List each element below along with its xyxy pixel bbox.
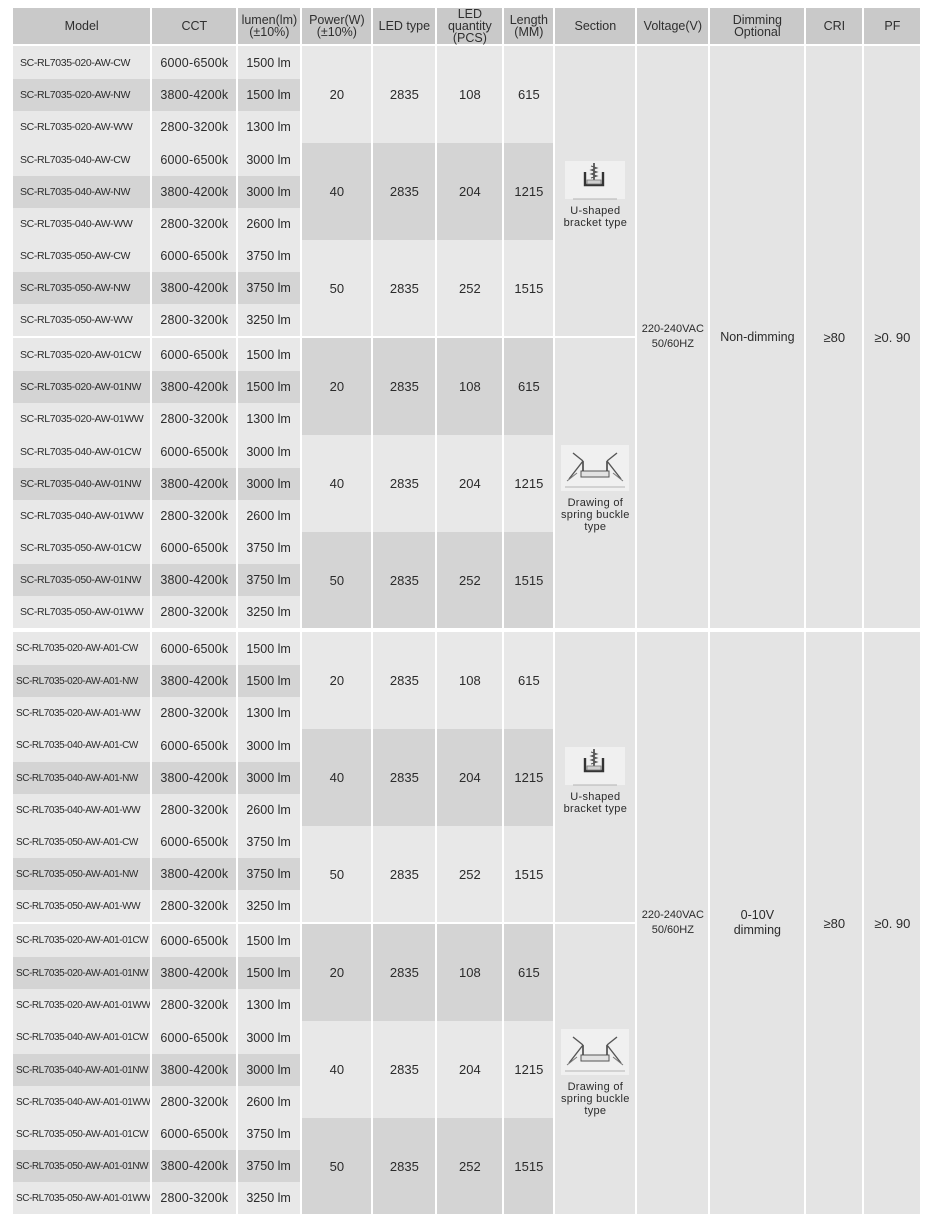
lumen-cell: 1500 lm	[238, 338, 300, 371]
lumen-cell: 1300 lm	[238, 111, 300, 143]
header-cct: CCT	[152, 8, 236, 46]
u-bracket-drawing	[563, 159, 627, 201]
cct-cell: 3800-4200k	[152, 468, 236, 500]
model-cell: SC-RL7035-050-AW-A01-01WW	[13, 1182, 150, 1214]
section-caption: type	[584, 521, 607, 533]
section-caption: U-shaped	[570, 791, 621, 803]
section-caption: spring buckle	[561, 509, 630, 521]
led-quantity-cell: 204	[437, 435, 502, 532]
table-row	[13, 46, 920, 79]
power-cell: 20	[302, 46, 371, 143]
led-type-cell: 2835	[373, 1118, 435, 1214]
cct-cell: 2800-3200k	[152, 596, 236, 628]
led-type-cell: 2835	[373, 338, 435, 435]
cct-cell: 3800-4200k	[152, 272, 236, 304]
cct-cell: 2800-3200k	[152, 111, 236, 143]
header-led-quantity: LED quantity (PCS)	[437, 8, 502, 46]
lumen-cell: 3000 lm	[238, 1054, 300, 1086]
model-cell: SC-RL7035-020-AW-A01-NW	[13, 665, 150, 697]
lumen-cell: 2600 lm	[238, 500, 300, 532]
model-cell: SC-RL7035-020-AW-A01-CW	[13, 632, 150, 665]
voltage-line: 220-240VAC	[641, 323, 704, 335]
model-cell: SC-RL7035-040-AW-A01-WW	[13, 794, 150, 826]
model-cell: SC-RL7035-040-AW-01WW	[13, 500, 150, 532]
lumen-cell: 3750 lm	[238, 240, 300, 272]
led-quantity-cell: 252	[437, 826, 502, 922]
cct-cell: 3800-4200k	[152, 371, 236, 403]
cct-cell: 6000-6500k	[152, 532, 236, 564]
length-cell: 615	[504, 46, 553, 143]
length-cell: 1515	[504, 1118, 553, 1214]
section-cell	[555, 632, 635, 922]
cct-cell: 2800-3200k	[152, 1182, 236, 1214]
header-cri: CRI	[806, 8, 862, 46]
model-cell: SC-RL7035-040-AW-WW	[13, 208, 150, 240]
led-type-cell: 2835	[373, 435, 435, 532]
lumen-cell: 2600 lm	[238, 208, 300, 240]
cct-cell: 2800-3200k	[152, 500, 236, 532]
lumen-cell: 3000 lm	[238, 143, 300, 176]
lumen-cell: 3750 lm	[238, 1150, 300, 1182]
model-cell: SC-RL7035-020-AW-WW	[13, 111, 150, 143]
cct-cell: 6000-6500k	[152, 338, 236, 371]
header-model: Model	[13, 8, 150, 46]
model-cell: SC-RL7035-050-AW-CW	[13, 240, 150, 272]
section-caption: bracket type	[563, 803, 628, 815]
header-section: Section	[555, 8, 635, 46]
model-cell: SC-RL7035-040-AW-A01-NW	[13, 762, 150, 794]
header-length: Length (MM)	[504, 8, 553, 46]
model-cell: SC-RL7035-040-AW-A01-CW	[13, 729, 150, 762]
lumen-cell: 3000 lm	[238, 762, 300, 794]
led-type-cell: 2835	[373, 826, 435, 922]
model-cell: SC-RL7035-020-AW-A01-01CW	[13, 924, 150, 957]
cct-cell: 3800-4200k	[152, 957, 236, 989]
section-caption: type	[584, 1105, 607, 1117]
section-caption: spring buckle	[561, 1093, 630, 1105]
model-cell: SC-RL7035-050-AW-A01-CW	[13, 826, 150, 858]
cct-cell: 6000-6500k	[152, 435, 236, 468]
length-cell: 1515	[504, 532, 553, 628]
led-type-cell: 2835	[373, 143, 435, 240]
section-cell	[555, 46, 635, 336]
power-cell: 50	[302, 532, 371, 628]
lumen-cell: 3750 lm	[238, 564, 300, 596]
cct-cell: 2800-3200k	[152, 403, 236, 435]
spring-buckle-drawing	[559, 443, 631, 493]
length-cell: 1215	[504, 1021, 553, 1118]
length-cell: 1215	[504, 435, 553, 532]
length-cell: 1515	[504, 240, 553, 336]
frequency-line: 50/60HZ	[651, 924, 694, 936]
spec-table	[11, 8, 922, 1214]
power-cell: 40	[302, 1021, 371, 1118]
model-cell: SC-RL7035-050-AW-A01-WW	[13, 890, 150, 922]
lumen-cell: 2600 lm	[238, 794, 300, 826]
model-cell: SC-RL7035-020-AW-01CW	[13, 338, 150, 371]
section-caption: bracket type	[563, 217, 628, 229]
lumen-cell: 3250 lm	[238, 890, 300, 922]
model-cell: SC-RL7035-040-AW-NW	[13, 176, 150, 208]
lumen-cell: 1500 lm	[238, 665, 300, 697]
pf-cell: ≥0. 90	[864, 46, 920, 628]
lumen-cell: 1300 lm	[238, 989, 300, 1021]
cct-cell: 6000-6500k	[152, 143, 236, 176]
cct-cell: 6000-6500k	[152, 46, 236, 79]
lumen-cell: 2600 lm	[238, 1086, 300, 1118]
lumen-cell: 3750 lm	[238, 532, 300, 564]
lumen-cell: 3750 lm	[238, 858, 300, 890]
model-cell: SC-RL7035-020-AW-A01-WW	[13, 697, 150, 729]
power-cell: 40	[302, 729, 371, 826]
length-cell: 1215	[504, 143, 553, 240]
led-quantity-cell: 252	[437, 532, 502, 628]
power-cell: 50	[302, 826, 371, 922]
dimming-line: Non-dimming	[720, 329, 795, 344]
power-cell: 50	[302, 1118, 371, 1214]
model-cell: SC-RL7035-040-AW-A01-01WW	[13, 1086, 150, 1118]
cct-cell: 3800-4200k	[152, 665, 236, 697]
power-cell: 50	[302, 240, 371, 336]
cri-cell: ≥80	[806, 632, 862, 1214]
lumen-cell: 3750 lm	[238, 1118, 300, 1150]
led-type-cell: 2835	[373, 729, 435, 826]
model-cell: SC-RL7035-050-AW-01NW	[13, 564, 150, 596]
section-caption: Drawing of	[567, 1081, 624, 1093]
voltage-cell	[637, 46, 708, 628]
led-type-cell: 2835	[373, 924, 435, 1021]
dimming-line: 0-10V	[740, 908, 775, 922]
header-dimming: Dimming Optional	[710, 8, 804, 46]
lumen-cell: 1500 lm	[238, 924, 300, 957]
led-type-cell: 2835	[373, 1021, 435, 1118]
model-cell: SC-RL7035-020-AW-A01-01WW	[13, 989, 150, 1021]
lumen-cell: 1500 lm	[238, 79, 300, 111]
model-cell: SC-RL7035-040-AW-01NW	[13, 468, 150, 500]
lumen-cell: 1500 lm	[238, 957, 300, 989]
cct-cell: 6000-6500k	[152, 924, 236, 957]
led-quantity-cell: 204	[437, 729, 502, 826]
frequency-line: 50/60HZ	[651, 338, 694, 350]
lumen-cell: 3000 lm	[238, 468, 300, 500]
lumen-cell: 3250 lm	[238, 596, 300, 628]
lumen-cell: 1500 lm	[238, 371, 300, 403]
model-cell: SC-RL7035-040-AW-A01-01NW	[13, 1054, 150, 1086]
header-pf: PF	[864, 8, 920, 46]
pf-cell: ≥0. 90	[864, 632, 920, 1214]
model-cell: SC-RL7035-050-AW-A01-01NW	[13, 1150, 150, 1182]
cct-cell: 6000-6500k	[152, 1118, 236, 1150]
lumen-cell: 3000 lm	[238, 176, 300, 208]
led-type-cell: 2835	[373, 240, 435, 336]
led-quantity-cell: 108	[437, 46, 502, 143]
model-cell: SC-RL7035-050-AW-01WW	[13, 596, 150, 628]
length-cell: 615	[504, 632, 553, 729]
section-caption: U-shaped	[570, 205, 621, 217]
model-cell: SC-RL7035-050-AW-A01-NW	[13, 858, 150, 890]
led-quantity-cell: 252	[437, 1118, 502, 1214]
model-cell: SC-RL7035-050-AW-01CW	[13, 532, 150, 564]
table-header	[13, 8, 920, 46]
section-cell	[555, 924, 635, 1214]
cct-cell: 3800-4200k	[152, 1150, 236, 1182]
table-row	[13, 632, 920, 665]
led-type-cell: 2835	[373, 532, 435, 628]
cct-cell: 6000-6500k	[152, 729, 236, 762]
cct-cell: 6000-6500k	[152, 632, 236, 665]
led-quantity-cell: 252	[437, 240, 502, 336]
lumen-cell: 3750 lm	[238, 272, 300, 304]
cri-cell: ≥80	[806, 46, 862, 628]
power-cell: 40	[302, 435, 371, 532]
voltage-line: 220-240VAC	[641, 909, 704, 921]
model-cell: SC-RL7035-020-AW-01WW	[13, 403, 150, 435]
length-cell: 1215	[504, 729, 553, 826]
cct-cell: 3800-4200k	[152, 858, 236, 890]
lumen-cell: 1500 lm	[238, 46, 300, 79]
spec-table-container	[11, 8, 922, 1214]
lumen-cell: 3000 lm	[238, 1021, 300, 1054]
led-type-cell: 2835	[373, 632, 435, 729]
cct-cell: 2800-3200k	[152, 989, 236, 1021]
power-cell: 20	[302, 632, 371, 729]
lumen-cell: 3750 lm	[238, 826, 300, 858]
led-quantity-cell: 204	[437, 143, 502, 240]
model-cell: SC-RL7035-040-AW-A01-01CW	[13, 1021, 150, 1054]
cct-cell: 3800-4200k	[152, 762, 236, 794]
table-body	[13, 46, 920, 1214]
cct-cell: 2800-3200k	[152, 1086, 236, 1118]
model-cell: SC-RL7035-020-AW-CW	[13, 46, 150, 79]
length-cell: 615	[504, 338, 553, 435]
model-cell: SC-RL7035-020-AW-A01-01NW	[13, 957, 150, 989]
cct-cell: 6000-6500k	[152, 240, 236, 272]
model-cell: SC-RL7035-050-AW-NW	[13, 272, 150, 304]
lumen-cell: 3250 lm	[238, 304, 300, 336]
header-lumen: lumen(lm) (±10%)	[238, 8, 300, 46]
cct-cell: 6000-6500k	[152, 826, 236, 858]
led-type-cell: 2835	[373, 46, 435, 143]
u-bracket-drawing	[563, 745, 627, 787]
lumen-cell: 1300 lm	[238, 697, 300, 729]
header-power: Power(W) (±10%)	[302, 8, 371, 46]
cct-cell: 2800-3200k	[152, 208, 236, 240]
model-cell: SC-RL7035-020-AW-NW	[13, 79, 150, 111]
power-cell: 20	[302, 338, 371, 435]
model-cell: SC-RL7035-040-AW-01CW	[13, 435, 150, 468]
model-cell: SC-RL7035-050-AW-WW	[13, 304, 150, 336]
header-voltage: Voltage(V)	[637, 8, 708, 46]
header-led-type: LED type	[373, 8, 435, 46]
led-quantity-cell: 108	[437, 632, 502, 729]
cct-cell: 3800-4200k	[152, 79, 236, 111]
cct-cell: 2800-3200k	[152, 304, 236, 336]
led-quantity-cell: 108	[437, 338, 502, 435]
spring-buckle-drawing	[559, 1027, 631, 1077]
length-cell: 1515	[504, 826, 553, 922]
cct-cell: 2800-3200k	[152, 794, 236, 826]
dimming-cell	[710, 632, 804, 1214]
cct-cell: 3800-4200k	[152, 564, 236, 596]
cct-cell: 2800-3200k	[152, 697, 236, 729]
lumen-cell: 3000 lm	[238, 435, 300, 468]
model-cell: SC-RL7035-020-AW-01NW	[13, 371, 150, 403]
voltage-cell	[637, 632, 708, 1214]
led-quantity-cell: 108	[437, 924, 502, 1021]
lumen-cell: 1500 lm	[238, 632, 300, 665]
dimming-line: dimming	[733, 923, 781, 937]
lumen-cell: 3250 lm	[238, 1182, 300, 1214]
power-cell: 20	[302, 924, 371, 1021]
led-quantity-cell: 204	[437, 1021, 502, 1118]
lumen-cell: 1300 lm	[238, 403, 300, 435]
length-cell: 615	[504, 924, 553, 1021]
lumen-cell: 3000 lm	[238, 729, 300, 762]
cct-cell: 6000-6500k	[152, 1021, 236, 1054]
cct-cell: 2800-3200k	[152, 890, 236, 922]
cct-cell: 3800-4200k	[152, 176, 236, 208]
cct-cell: 3800-4200k	[152, 1054, 236, 1086]
model-cell: SC-RL7035-040-AW-CW	[13, 143, 150, 176]
model-cell: SC-RL7035-050-AW-A01-01CW	[13, 1118, 150, 1150]
power-cell: 40	[302, 143, 371, 240]
section-caption: Drawing of	[567, 497, 624, 509]
dimming-cell	[710, 46, 804, 628]
section-cell	[555, 338, 635, 632]
